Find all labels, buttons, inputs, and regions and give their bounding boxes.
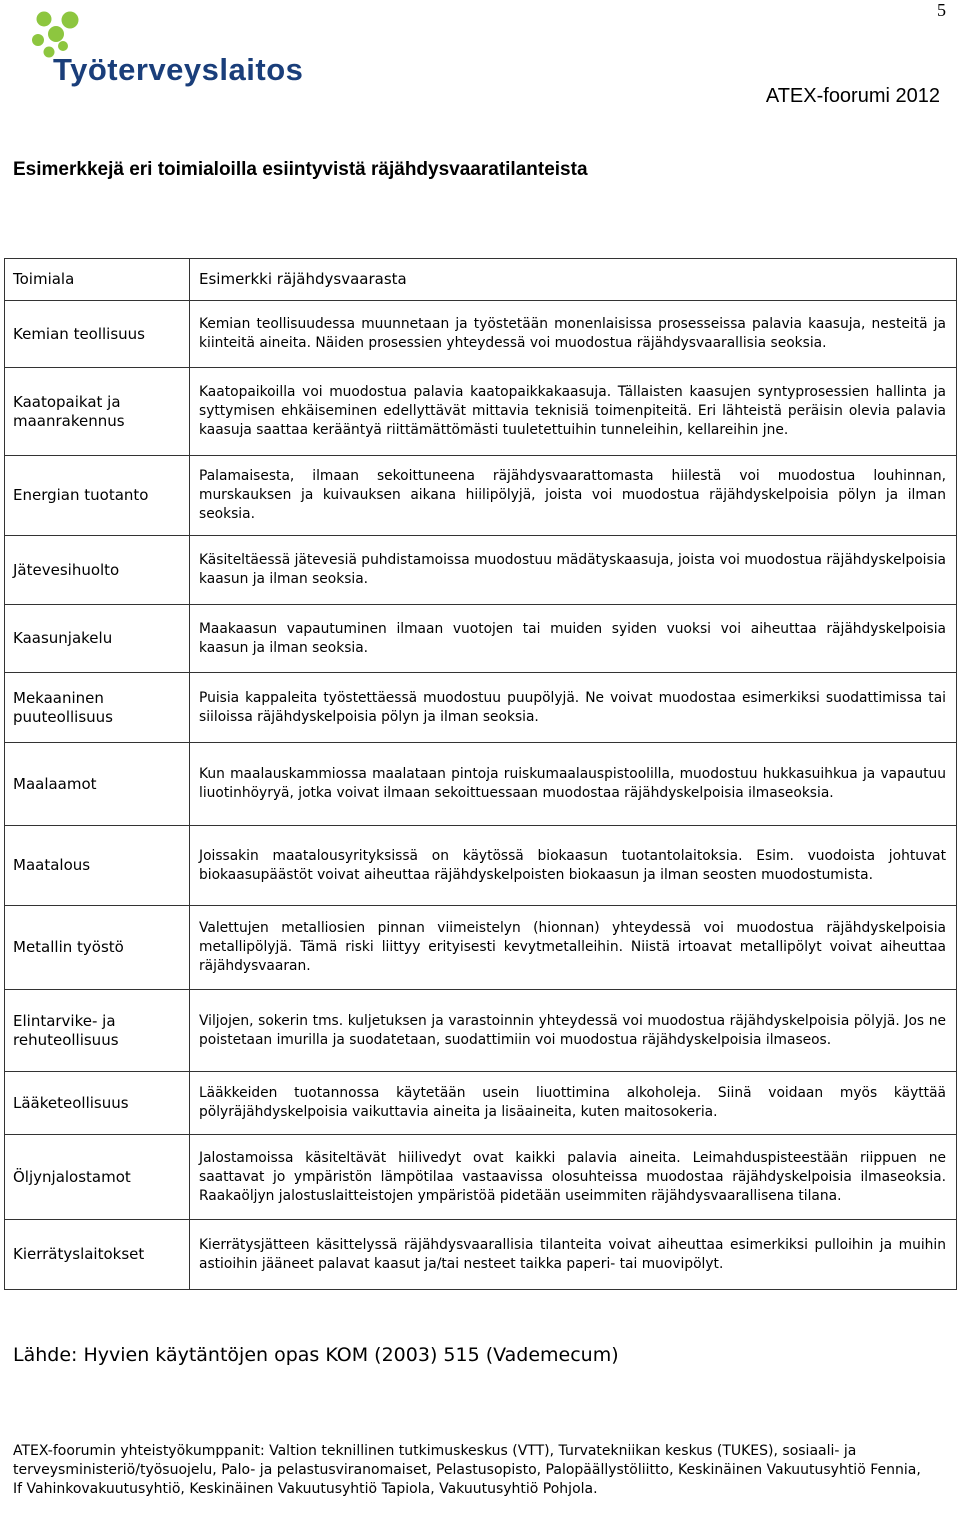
table-row — [5, 1135, 957, 1220]
example-cell: Kun maalauskammiossa maalataan pintoja ruiskumaalauspistoolilla, muodostuu hukkasuihkua ja vapautuu liuotinhöyryä, jotka voivat ilmaan sekoittuessaan muodostaa räjähdyskelpoisia ilmaseoksia. — [190, 743, 957, 826]
event-name: ATEX-foorumi 2012 — [765, 85, 940, 107]
example-cell: Viljojen, sokerin tms. kuljetuksen ja varastoinnin yhteydessä voi muodostua räjähdyskelpoisia pölyjä. Jos ne poistetaan imurilla ja suodatetaan, suodattimiin voi muodostua räjähdyskelpoisia ilmaseos. — [190, 990, 957, 1072]
industry-cell: Elintarvike- ja rehuteollisuus — [5, 990, 190, 1072]
footer-partners: ATEX-foorumin yhteistyökumppanit: Valtion teknillinen tutkimuskeskus (VTT), Turvatekniikan keskus (TUKES), sosiaali- ja terveysministeriö/työsuojelu, Palo- ja pelastusviranomaiset, Pelastusopisto, Palopäällystöliitto, Keskinäinen Vakuutusyhtiö Fennia, If Vahinkovakuutusyhtiö, Keskinäinen Vakuutusyhtiö Tapiola, Vakuutusyhtiö Pohjola. — [13, 1443, 921, 1497]
table-row — [5, 826, 957, 906]
industry-cell: Kaasunjakelu — [5, 605, 190, 673]
example-cell: Kierrätysjätteen käsittelyssä räjähdysvaarallisia tilanteita voivat aiheuttaa esimerkiksi pulloihin ja muihin astioihin jääneet palavat kaasut ja/tai nesteet taikka paperi- tai muovipölyt. — [190, 1220, 957, 1290]
table-header-row — [5, 259, 957, 301]
example-cell: Valettujen metalliosien pinnan viimeistelyn (hionnan) yhteydessä voi muodostua räjähdyskelpoisia metallipölyjä. Tämä riski liittyy erityisesti kevytmetalleihin. Niistä irtoavat metallipölyt voivat aiheuttaa räjähdysvaaran. — [190, 906, 957, 990]
logo-text: Työterveyslaitos — [53, 52, 304, 87]
header-industry: Toimiala — [5, 259, 190, 301]
header-example: Esimerkki räjähdysvaarasta — [190, 259, 957, 301]
industry-cell: Jätevesihuolto — [5, 536, 190, 605]
table-row — [5, 906, 957, 990]
example-cell: Käsiteltäessä jätevesiä puhdistamoissa muodostuu mädätyskaasuja, joista voi muodostua räjähdyskelpoisia kaasun ja ilman seoksia. — [190, 536, 957, 605]
page-title: Esimerkkejä eri toimialoilla esiintyvistä räjähdysvaaratilanteista — [13, 159, 588, 180]
example-cell: Kaatopaikoilla voi muodostua palavia kaatopaikkakaasuja. Tällaisten kaasujen syntyprosessien hallinta ja syttymisen ehkäiseminen edellyttävät mittavia teknisiä toimenpiteitä. Eri lähteistä peräisin olevia palavia kaasuja saattaa kerääntyä riittämättömästi tuuletettuihin tunneleihin, kellareihin jne. — [190, 368, 957, 456]
table-row — [5, 673, 957, 743]
industry-cell: Maalaamot — [5, 743, 190, 826]
table-row — [5, 368, 957, 456]
table-row — [5, 456, 957, 536]
industry-cell: Energian tuotanto — [5, 456, 190, 536]
industry-cell: Kierrätyslaitokset — [5, 1220, 190, 1290]
table-row — [5, 990, 957, 1072]
logo-mark-icon — [32, 12, 79, 58]
example-cell: Lääkkeiden tuotannossa käytetään usein liuottimina alkoholeja. Siinä voidaan myös käyttää pölyräjähdyskelpoisia vaikuttavia aineita ja lisäaineita, kuten maitosokeria. — [190, 1072, 957, 1135]
hazard-table — [4, 258, 957, 1290]
table-row — [5, 536, 957, 605]
example-cell: Palamaisesta, ilmaan sekoittuneena räjähdysvaarattomasta hiilestä voi muodostua louhinnan, murskauksen ja kuivauksen aikana hiilipölyjä, joista voi muodostua räjähdyskelpoisia pölyn ja ilman seoksia. — [190, 456, 957, 536]
page-number: 5 — [937, 0, 946, 20]
table-row — [5, 1220, 957, 1290]
table-row — [5, 1072, 957, 1135]
source-reference: Lähde: Hyvien käytäntöjen opas KOM (2003) 515 (Vademecum) — [13, 1344, 619, 1366]
industry-cell: Metallin työstö — [5, 906, 190, 990]
table-row — [5, 743, 957, 826]
industry-cell: Mekaaninen puuteollisuus — [5, 673, 190, 743]
table-row — [5, 301, 957, 368]
industry-cell: Maatalous — [5, 826, 190, 906]
example-cell: Kemian teollisuudessa muunnetaan ja työstetään monenlaisissa prosesseissa palavia kaasuja, nesteitä ja kiinteitä aineita. Näiden prosessien yhteydessä voi muodostua räjähdysvaarallisia seoksia. — [190, 301, 957, 368]
industry-cell: Kaatopaikat ja maanrakennus — [5, 368, 190, 456]
example-cell: Puisia kappaleita työstettäessä muodostuu puupölyjä. Ne voivat muodostaa esimerkiksi suodattimissa tai siiloissa räjähdyskelpoisia pölyn ja ilman seoksia. — [190, 673, 957, 743]
example-cell: Joissakin maatalousyrityksissä on käytössä biokaasun tuotantolaitoksia. Esim. vuodoista johtuvat biokaasupäästöt voivat aiheuttaa räjähdyskelpoisten biokaasun ja ilman seosten muodostumista. — [190, 826, 957, 906]
example-cell: Maakaasun vapautuminen ilmaan vuotojen tai muiden syiden vuoksi voi aiheuttaa räjähdyskelpoisia kaasun ja ilman seoksia. — [190, 605, 957, 673]
table-row — [5, 605, 957, 673]
industry-cell: Kemian teollisuus — [5, 301, 190, 368]
industry-cell: Öljynjalostamot — [5, 1135, 190, 1220]
example-cell: Jalostamoissa käsiteltävät hiilivedyt ovat kaikki palavia aineita. Leimahduspisteestään riippuen ne saattavat jo ympäristön lämpötilaa vastaavissa olosuhteissa muodostaa räjähdyskelpoisia ilmaseoksia. Raakaöljyn jalostuslaitteistojen ympäristöä pidetään useimmiten räjähdysvaarallisena tilana. — [190, 1135, 957, 1220]
industry-cell: Lääketeollisuus — [5, 1072, 190, 1135]
